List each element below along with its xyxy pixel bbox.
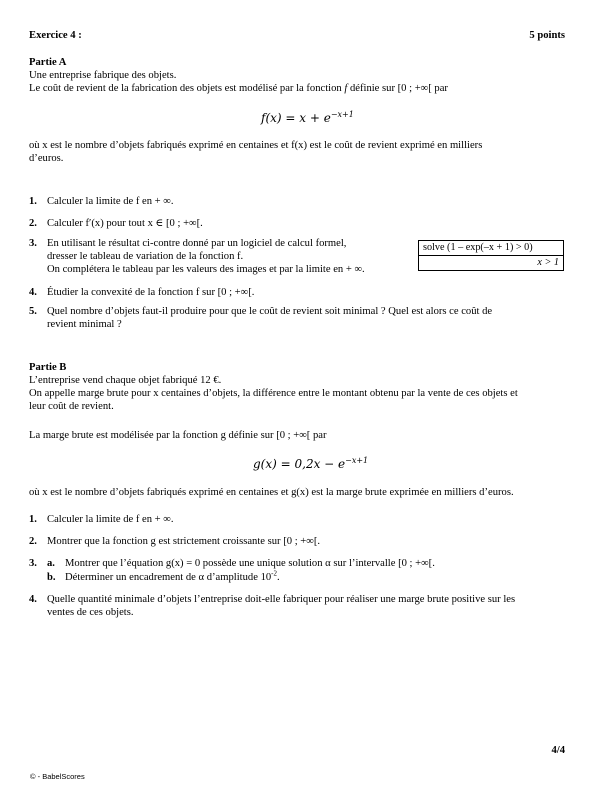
a-q1-text: Calculer la limite de f en + ∞.: [47, 196, 174, 207]
a-q4-text: Étudier la convexité de la fonction f sur [0 ; +∞[.: [47, 287, 255, 298]
a-q5-number: 5.: [29, 306, 37, 317]
formula-g: [253, 457, 368, 471]
cas-result: x > 1: [419, 256, 564, 271]
part-a-explain-2: d’euros.: [29, 153, 64, 164]
part-b-title: Partie B: [29, 362, 67, 373]
cas-output-box: [418, 240, 564, 271]
part-a-intro-2: [29, 83, 448, 96]
intro-2-end: définie sur [0 ; +∞[ par: [349, 83, 448, 94]
a-q3-line-3: On complétera le tableau par les valeurs des images et par la limite en + ∞.: [47, 264, 365, 275]
cas-command: solve (1 – exp(–x + 1) > 0): [419, 241, 564, 256]
b-q3b-text: [65, 569, 280, 585]
b-q1-number: 1.: [29, 514, 37, 525]
part-b-intro-1: L’entreprise vend chaque objet fabriqué 12 €.: [29, 375, 222, 386]
part-b-intro-3: leur coût de revient.: [29, 401, 114, 412]
intro-2-text: Le coût de revient de la fabrication des objets est modélisé par la fonction: [29, 83, 342, 94]
part-a-title: Partie A: [29, 57, 67, 68]
intro-2-f: f: [344, 83, 348, 94]
a-q1-number: 1.: [29, 196, 37, 207]
b-q4-number: 4.: [29, 594, 37, 605]
b-q3-number: 3.: [29, 558, 37, 569]
a-q2-number: 2.: [29, 218, 37, 229]
b-q3b-body: Déterminer un encadrement de α d’amplitude 10: [65, 572, 272, 583]
b-q3b-label: b.: [47, 572, 56, 583]
formula-f-exponent: −x+1: [330, 110, 354, 119]
a-q3-line-2: dresser le tableau de variation de la fonction f.: [47, 251, 244, 262]
a-q4-number: 4.: [29, 287, 37, 298]
b-q3a-text: Montrer que l’équation g(x) = 0 possède une unique solution α sur l’intervalle [0 ; +∞[.: [65, 558, 435, 569]
part-b-explain: où x est le nombre d’objets fabriqués exprimé en centaines et g(x) est la marge brute exprimée en milliers d’euros.: [29, 487, 514, 498]
exercise-title: Exercice 4 :: [29, 30, 82, 41]
exercise-points: 5 points: [529, 30, 565, 41]
formula-g-exponent: −x+1: [345, 456, 369, 465]
b-q3a-label: a.: [47, 558, 55, 569]
a-q5-line-1: Quel nombre d’objets faut-il produire pour que le coût de revient soit minimal ? Quel est alors ce coût de: [47, 306, 493, 317]
a-q5-line-2: revient minimal ?: [47, 319, 122, 330]
b-q4-line-2: ventes de ces objets.: [47, 607, 134, 618]
part-b-intro-4: La marge brute est modélisée par la fonction g définie sur [0 ; +∞[ par: [29, 430, 327, 441]
part-a-explain-1: où x est le nombre d’objets fabriqués exprimé en centaines et f(x) est le coût de revient exprimé en milliers: [29, 140, 483, 151]
part-a-intro-1: Une entreprise fabrique des objets.: [29, 70, 177, 81]
b-q3b-exponent: -2: [271, 569, 278, 578]
a-q2-text: Calculer f′(x) pour tout x ∈ [0 ; +∞[.: [47, 218, 203, 229]
b-q4-line-1: Quelle quantité minimale d’objets l’entreprise doit-elle fabriquer pour réaliser une marge brute positive sur les: [47, 594, 516, 605]
part-b-intro-2: On appelle marge brute pour x centaines d’objets, la différence entre le montant obtenu par la vente de ces objets et: [29, 388, 518, 399]
b-q2-number: 2.: [29, 536, 37, 547]
a-q3-number: 3.: [29, 238, 37, 249]
copyright: © - BabelScores: [30, 772, 85, 781]
formula-g-lhs: g(x) = 0,2x − e: [253, 457, 346, 471]
formula-f: [261, 111, 354, 125]
formula-f-lhs: f(x) = x + e: [261, 111, 331, 125]
b-q3b-end: .: [277, 572, 280, 583]
b-q1-text: Calculer la limite de f en + ∞.: [47, 514, 174, 525]
page-number: 4/4: [551, 745, 565, 756]
b-q2-text: Montrer que la fonction g est strictement croissante sur [0 ; +∞[.: [47, 536, 321, 547]
a-q3-line-1: En utilisant le résultat ci-contre donné par un logiciel de calcul formel,: [47, 238, 347, 249]
